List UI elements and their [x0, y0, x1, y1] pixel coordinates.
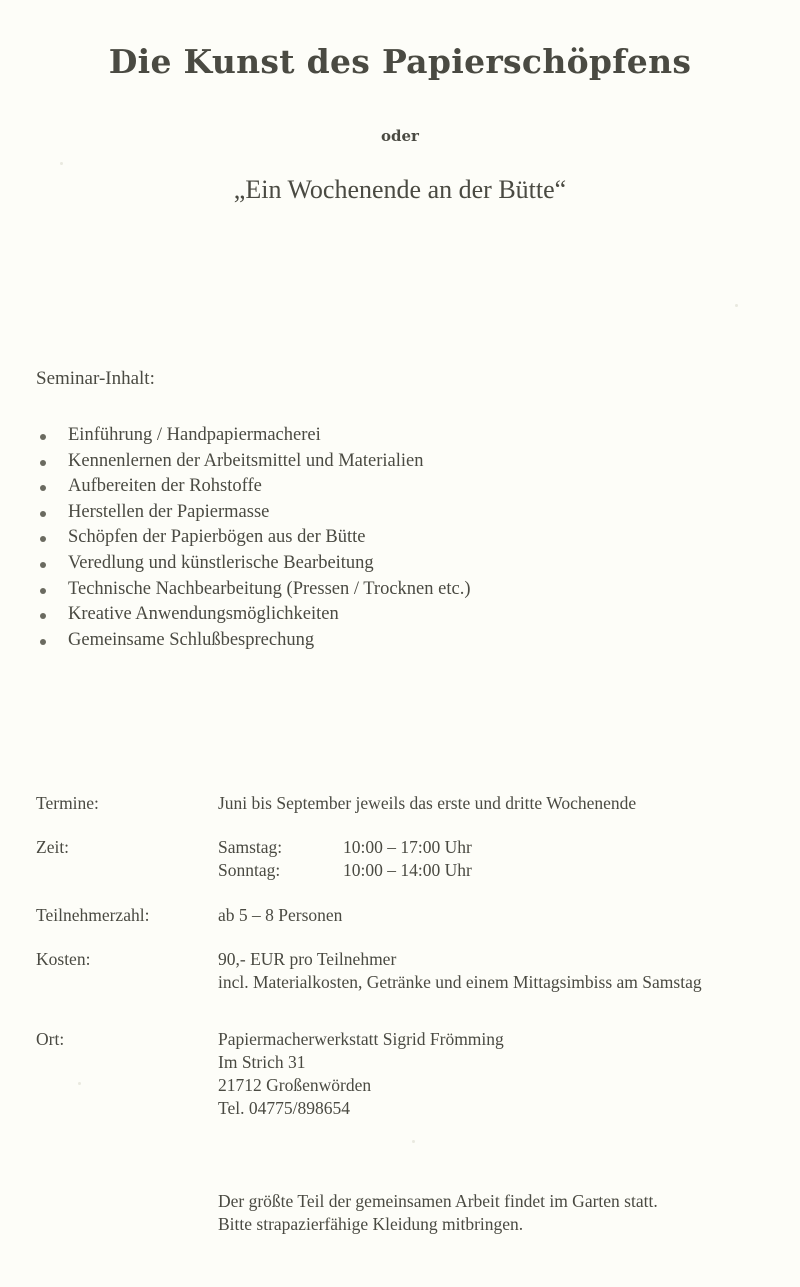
list-item: Einführung / Handpapiermacherei — [36, 423, 471, 449]
ort-line: 21712 Großenwörden — [218, 1075, 372, 1095]
title-connector: oder — [381, 127, 419, 145]
teilnehmerzahl-value: ab 5 – 8 Personen — [218, 905, 343, 925]
kosten-label: Kosten: — [36, 949, 91, 969]
ort-line: Tel. 04775/898654 — [218, 1098, 350, 1118]
document-subtitle: „Ein Wochenende an der Bütte“ — [233, 175, 567, 204]
table-row — [36, 792, 776, 814]
ort-label: Ort: — [36, 1029, 65, 1049]
footnote-line: Der größte Teil der gemeinsamen Arbeit findet im Garten statt. — [218, 1191, 658, 1211]
table-row — [218, 859, 472, 882]
list-item: Gemeinsame Schlußbesprechung — [36, 628, 471, 654]
seminar-details-table — [36, 792, 776, 1120]
row-spacer — [36, 1016, 776, 1028]
row-spacer — [36, 814, 776, 836]
termine-value: Juni bis September jeweils das erste und dritte Wochenende — [218, 793, 637, 813]
table-row — [36, 904, 776, 926]
zeit-subtable — [218, 836, 472, 882]
table-row — [36, 836, 776, 882]
teilnehmerzahl-label: Teilnehmerzahl: — [36, 905, 150, 925]
list-item: Schöpfen der Papierbögen aus der Bütte — [36, 525, 471, 551]
footnote — [218, 1190, 658, 1236]
row-spacer — [36, 994, 776, 1016]
list-item: Aufbereiten der Rohstoffe — [36, 474, 471, 500]
kosten-price: 90,- EUR pro Teilnehmer — [218, 949, 397, 969]
scan-speckle — [412, 1140, 415, 1143]
termine-label: Termine: — [36, 793, 99, 813]
list-item: Kennenlernen der Arbeitsmittel und Materialien — [36, 449, 471, 475]
seminar-content-list — [36, 423, 471, 653]
list-item: Technische Nachbearbeitung (Pressen / Trocknen etc.) — [36, 577, 471, 603]
zeit-day: Samstag: — [218, 837, 283, 857]
ort-line: Im Strich 31 — [218, 1052, 306, 1072]
kosten-value — [218, 948, 776, 994]
scan-speckle — [60, 162, 63, 165]
zeit-day: Sonntag: — [218, 860, 281, 880]
zeit-value — [218, 836, 776, 882]
zeit-time: 10:00 – 17:00 Uhr — [343, 837, 472, 857]
list-item: Herstellen der Papiermasse — [36, 500, 471, 526]
scan-speckle — [735, 304, 738, 307]
ort-line: Papiermacherwerkstatt Sigrid Frömming — [218, 1029, 504, 1049]
document-page — [0, 42, 800, 1287]
footnote-line: Bitte strapazierfähige Kleidung mitbringen. — [218, 1214, 524, 1234]
row-spacer — [36, 882, 776, 904]
list-item: Veredlung und künstlerische Bearbeitung — [36, 551, 471, 577]
kosten-included: incl. Materialkosten, Getränke und einem Mittagsimbiss am Samstag — [218, 972, 702, 992]
zeit-time: 10:00 – 14:00 Uhr — [343, 860, 472, 880]
table-row — [36, 948, 776, 994]
table-row — [218, 836, 472, 859]
ort-value — [218, 1028, 776, 1120]
list-item: Kreative Anwendungsmöglichkeiten — [36, 602, 471, 628]
row-spacer — [36, 926, 776, 948]
seminar-content-heading: Seminar-Inhalt: — [36, 368, 155, 389]
zeit-label: Zeit: — [36, 837, 70, 857]
table-row — [36, 1028, 776, 1120]
document-title: Die Kunst des Papierschöpfens — [108, 42, 692, 81]
